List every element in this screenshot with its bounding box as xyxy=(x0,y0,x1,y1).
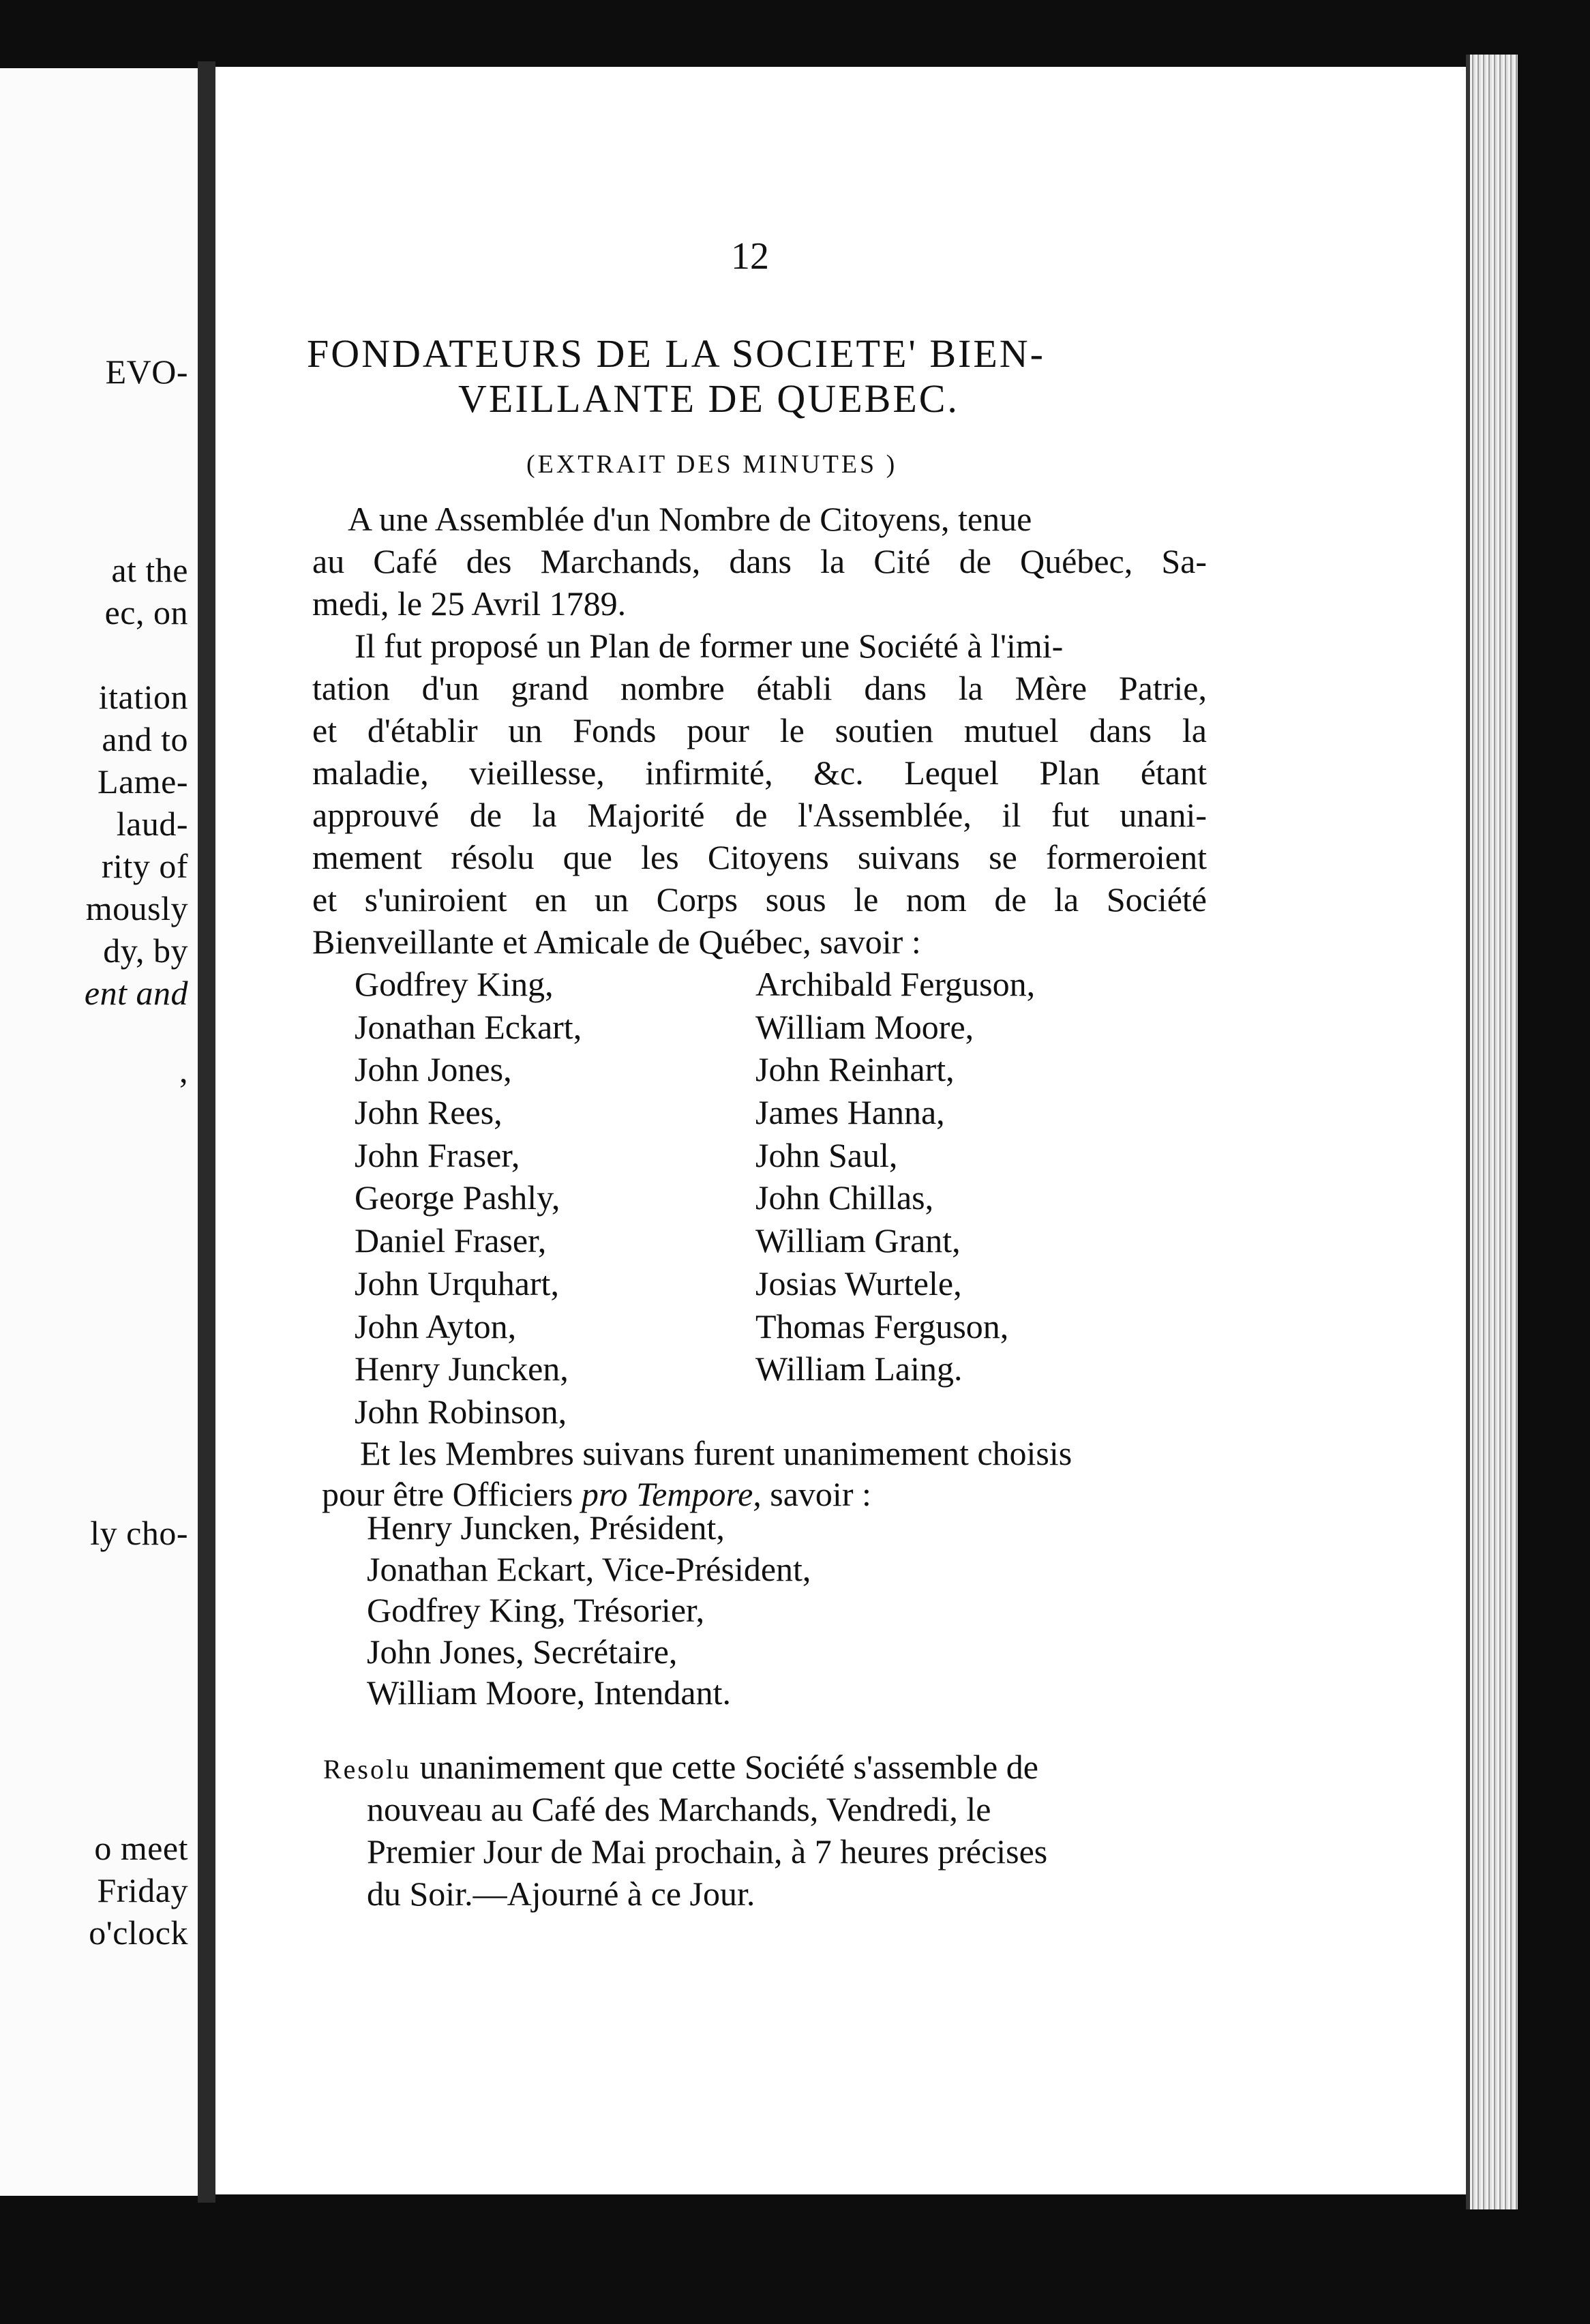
facing-line: itation xyxy=(98,678,188,716)
list-item: William Moore, xyxy=(755,1007,974,1046)
facing-line: o'clock xyxy=(89,1913,188,1952)
list-item: John Fraser, xyxy=(355,1135,520,1174)
paragraph-line: et d'établir un Fonds pour le soutien mutuel dans la xyxy=(312,711,1207,749)
officers-intro-line: Et les Membres suivans furent unanimement choisis xyxy=(360,1434,1072,1472)
paragraph-line: au Café des Marchands, dans la Cité de Québec, Sa- xyxy=(312,542,1207,580)
list-item: Henry Juncken, xyxy=(355,1350,569,1388)
facing-line: laud- xyxy=(116,805,188,843)
facing-page xyxy=(0,68,202,2196)
page-number: 12 xyxy=(731,235,769,278)
facing-line: EVO- xyxy=(105,353,188,391)
officers-intro-text: savoir : xyxy=(770,1475,871,1513)
list-item: John Jones, Secrétaire, xyxy=(367,1632,678,1671)
facing-line: o meet xyxy=(94,1829,188,1867)
paragraph-line: medi, le 25 Avril 1789. xyxy=(312,584,627,623)
facing-line: rity of xyxy=(101,847,188,885)
paragraph-line: tation d'un grand nombre établi dans la Mère Patrie, xyxy=(312,669,1207,707)
list-item: Archibald Ferguson, xyxy=(755,965,1036,1003)
resolution-lead: Resolu xyxy=(323,1754,412,1785)
page-title-line-2: VEILLANTE DE QUEBEC. xyxy=(458,376,959,421)
book-gutter xyxy=(198,61,215,2203)
paragraph-line: mement résolu que les Citoyens suivans se formeroient xyxy=(312,838,1207,876)
list-item: Thomas Ferguson, xyxy=(755,1307,1009,1345)
officers-intro-italic: pro Tempore, xyxy=(581,1475,762,1513)
list-item: John Chillas, xyxy=(755,1178,934,1217)
resolution-line: Premier Jour de Mai prochain, à 7 heures précises xyxy=(367,1832,1048,1871)
subtitle: (EXTRAIT DES MINUTES ) xyxy=(526,450,898,479)
page-title-line-1: FONDATEURS DE LA SOCIETE' BIEN- xyxy=(307,331,1045,376)
resolution-text: unanimement que cette Société s'assemble de xyxy=(419,1748,1038,1786)
resolution-line: du Soir.—Ajourné à ce Jour. xyxy=(367,1875,755,1913)
list-item: William Moore, Intendant. xyxy=(367,1673,731,1712)
list-item: John Rees, xyxy=(355,1093,502,1132)
facing-line: and to xyxy=(102,720,188,758)
founders-list-left xyxy=(355,963,582,1433)
founders-list-right xyxy=(755,963,1035,1390)
list-item: John Ayton, xyxy=(355,1307,517,1345)
facing-line: , xyxy=(179,1052,188,1090)
resolution-line xyxy=(323,1746,1038,1791)
facing-line: dy, by xyxy=(103,932,188,970)
list-item: Daniel Fraser, xyxy=(355,1221,547,1260)
list-item: John Robinson, xyxy=(355,1392,567,1431)
resolution-line: nouveau au Café des Marchands, Vendredi, le xyxy=(367,1790,991,1828)
facing-line: ec, on xyxy=(104,593,188,631)
page-edges xyxy=(1466,55,1518,2209)
facing-line: Friday xyxy=(97,1871,188,1909)
list-item: John Jones, xyxy=(355,1050,512,1089)
officers-list xyxy=(367,1507,811,1714)
list-item: Josias Wurtele, xyxy=(755,1264,962,1302)
list-item: William Grant, xyxy=(755,1221,961,1260)
facing-line: Lame- xyxy=(97,762,188,801)
paragraph-line: A une Assemblée d'un Nombre de Citoyens, tenue xyxy=(348,500,1032,538)
paragraph-line: Il fut proposé un Plan de former une Société à l'imi- xyxy=(355,627,1064,665)
facing-line: ent and xyxy=(84,974,188,1012)
facing-line: ly cho- xyxy=(90,1514,188,1552)
officers-intro-text: pour être Officiers xyxy=(322,1475,573,1513)
facing-line: at the xyxy=(111,551,188,589)
paragraph-line: approuvé de la Majorité de l'Assemblée, il fut unani- xyxy=(312,796,1207,834)
paragraph-line: et s'uniroient en un Corps sous le nom de la Société xyxy=(312,880,1207,919)
list-item: Jonathan Eckart, xyxy=(355,1007,582,1046)
paragraph-line: maladie, vieillesse, infirmité, &c. Lequel Plan étant xyxy=(312,754,1207,792)
list-item: George Pashly, xyxy=(355,1178,560,1217)
list-item: Godfrey King, Trésorier, xyxy=(367,1591,705,1629)
paragraph-line: Bienveillante et Amicale de Québec, savoir : xyxy=(312,923,921,961)
list-item: William Laing. xyxy=(755,1350,963,1388)
list-item: John Urquhart, xyxy=(355,1264,559,1302)
list-item: Jonathan Eckart, Vice-Président, xyxy=(367,1549,811,1588)
list-item: Godfrey King, xyxy=(355,965,554,1003)
facing-line: mously xyxy=(85,889,188,927)
list-item: John Saul, xyxy=(755,1135,898,1174)
list-item: John Reinhart, xyxy=(755,1050,955,1089)
list-item: Henry Juncken, Président, xyxy=(367,1508,725,1547)
list-item: James Hanna, xyxy=(755,1093,945,1132)
